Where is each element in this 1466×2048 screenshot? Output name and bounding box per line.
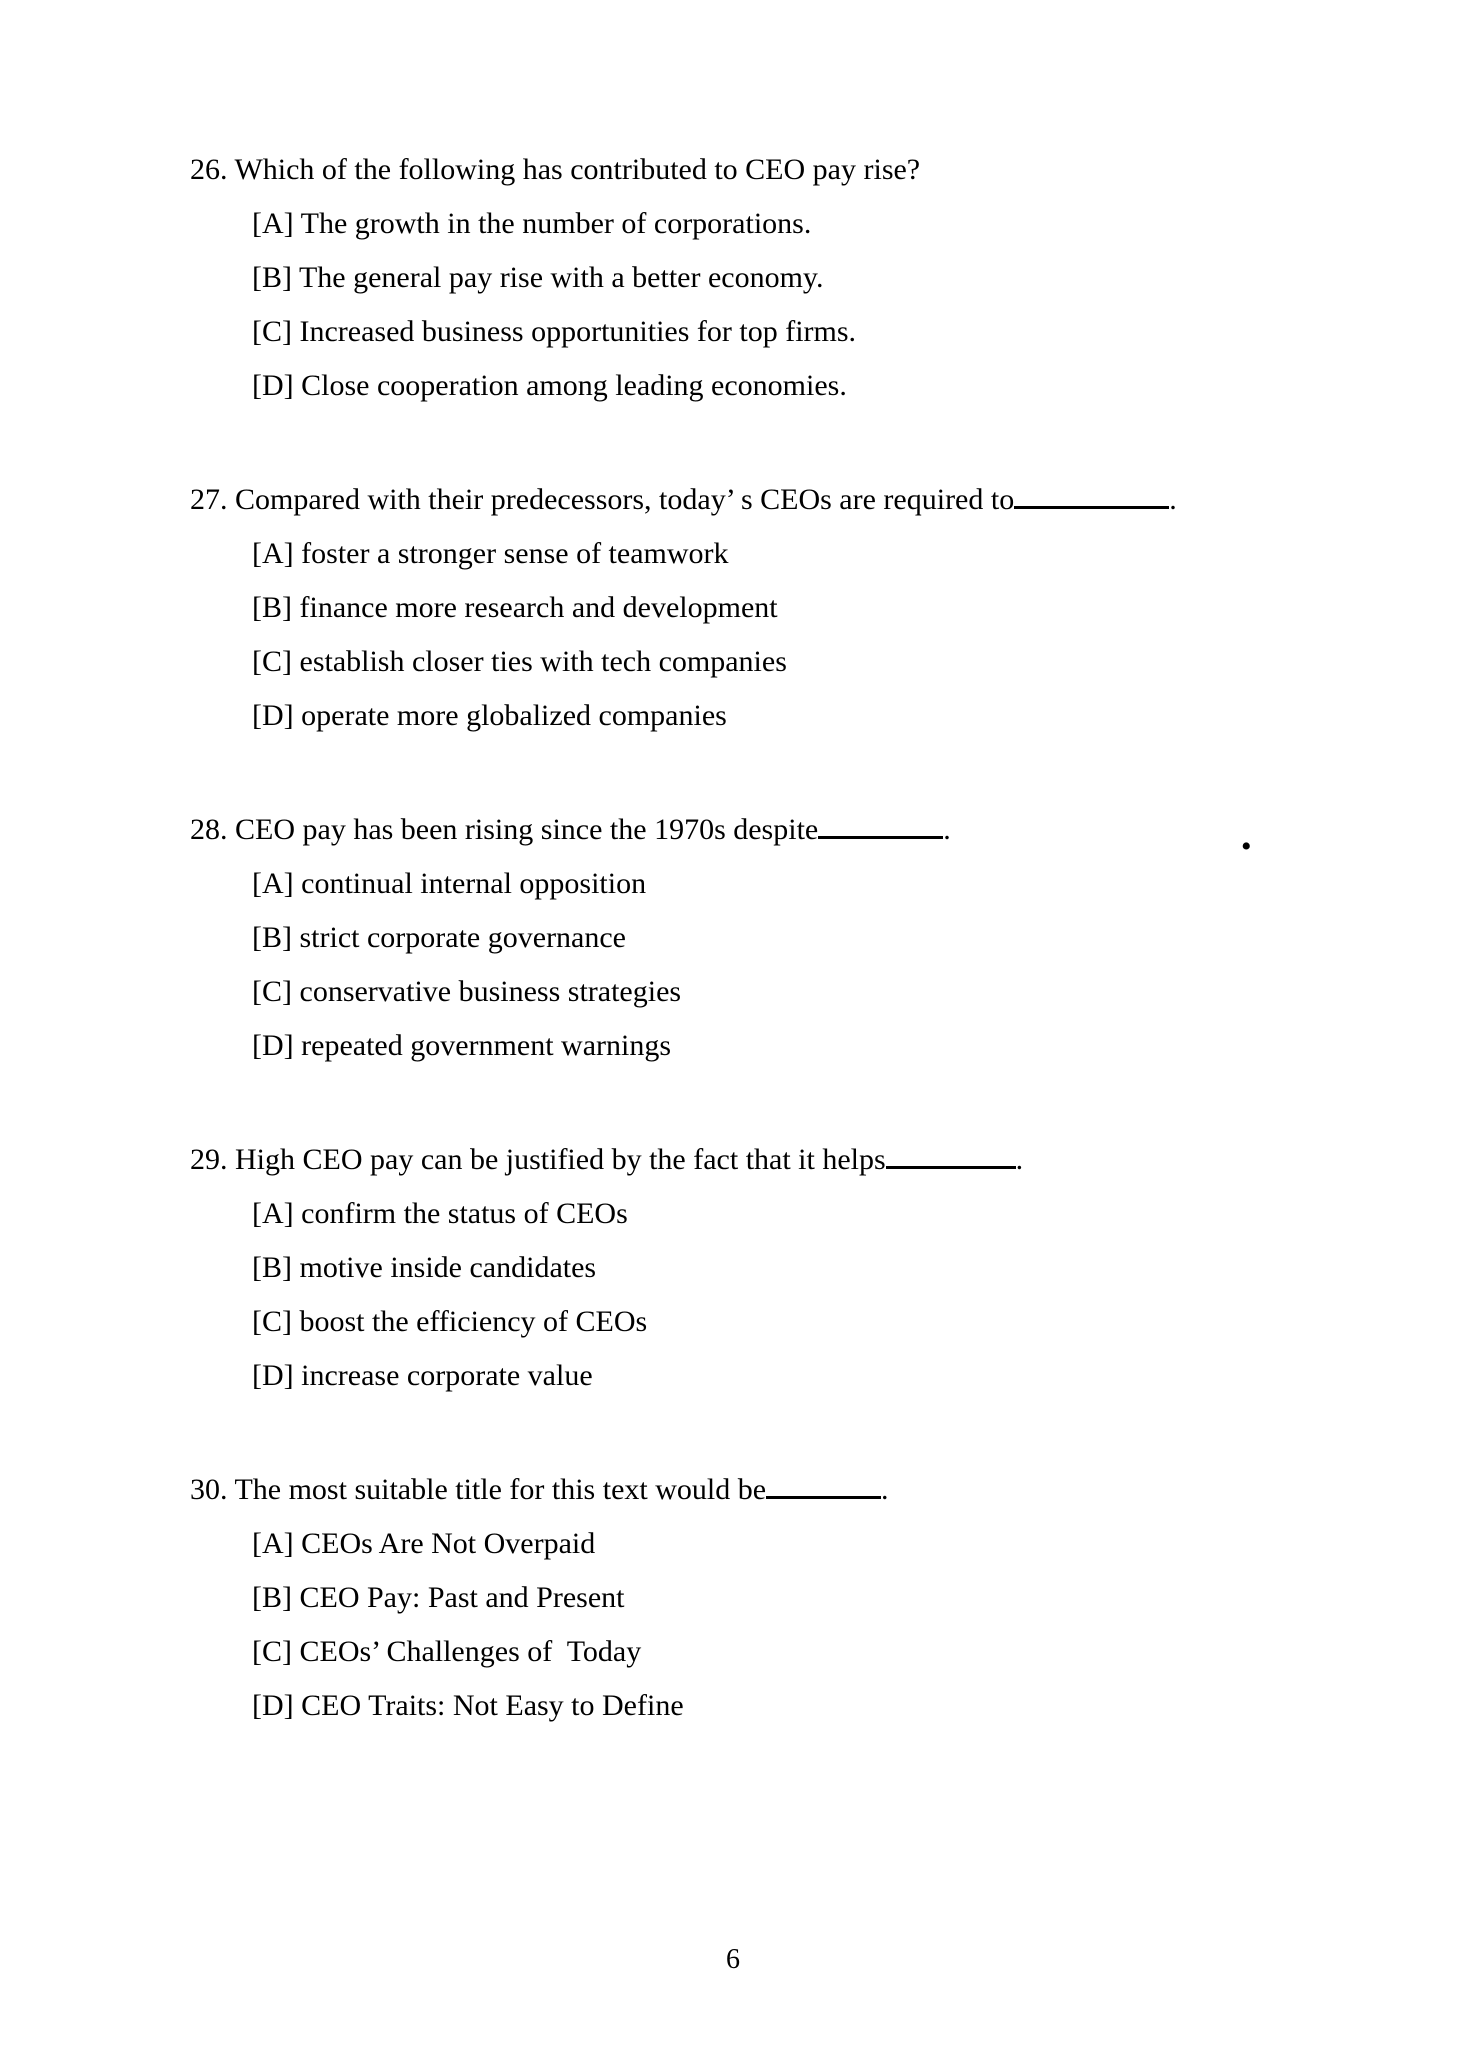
option-letter: [A] [252, 1197, 294, 1230]
answer-blank [886, 1162, 1016, 1169]
question-28 [190, 803, 1416, 1073]
option-text: strict corporate governance [299, 921, 626, 954]
question-27-tail: . [1169, 483, 1177, 516]
option-letter: [B] [252, 261, 292, 294]
option-letter: [B] [252, 921, 292, 954]
option-row [252, 1625, 1416, 1679]
page-number: 6 [726, 1944, 740, 1975]
option-row [252, 197, 1416, 251]
option-letter: [D] [252, 1689, 294, 1722]
question-27-options [190, 527, 1416, 743]
option-row [252, 581, 1416, 635]
stray-dot-artifact: • [1241, 830, 1252, 863]
option-letter: [C] [252, 645, 292, 678]
option-letter: [B] [252, 591, 292, 624]
option-text: CEO Traits: Not Easy to Define [301, 1689, 684, 1722]
option-text: CEOs Are Not Overpaid [301, 1527, 596, 1560]
option-row [252, 635, 1416, 689]
question-27-stem [190, 473, 1416, 527]
option-row [252, 305, 1416, 359]
option-row [252, 1019, 1416, 1073]
question-28-stem-text: 28. CEO pay has been rising since the 1970s despite [190, 813, 819, 846]
option-letter: [A] [252, 207, 294, 240]
option-text: foster a stronger sense of teamwork [301, 537, 729, 570]
option-letter: [B] [252, 1251, 292, 1284]
question-30-stem [190, 1463, 1416, 1517]
option-text: finance more research and development [299, 591, 778, 624]
answer-blank [818, 832, 943, 839]
question-30-stem-text: 30. The most suitable title for this text would be [190, 1473, 767, 1506]
option-letter: [C] [252, 975, 292, 1008]
option-letter: [A] [252, 537, 294, 570]
question-30 [190, 1463, 1416, 1733]
option-row [252, 1241, 1416, 1295]
option-text: confirm the status of CEOs [301, 1197, 628, 1230]
option-row [252, 965, 1416, 1019]
question-29-stem-text: 29. High CEO pay can be justified by the fact that it helps [190, 1143, 886, 1176]
option-text: continual internal opposition [301, 867, 647, 900]
option-row [252, 1187, 1416, 1241]
option-letter: [A] [252, 867, 294, 900]
option-text: operate more globalized companies [301, 699, 727, 732]
question-29-options [190, 1187, 1416, 1403]
question-30-options [190, 1517, 1416, 1733]
question-26-stem-text: 26. Which of the following has contributed to CEO pay rise? [190, 153, 921, 186]
option-row [252, 1295, 1416, 1349]
option-letter: [C] [252, 1635, 292, 1668]
answer-blank [766, 1492, 881, 1499]
question-28-tail: . [943, 813, 951, 846]
questions-section [190, 143, 1416, 1793]
option-letter: [D] [252, 699, 294, 732]
option-row [252, 1679, 1416, 1733]
option-letter: [D] [252, 1359, 294, 1392]
option-text: The general pay rise with a better economy. [298, 261, 824, 294]
question-29 [190, 1133, 1416, 1403]
option-text: boost the efficiency of CEOs [299, 1305, 648, 1338]
option-letter: [A] [252, 1527, 294, 1560]
question-26-options [190, 197, 1416, 413]
option-text: CEO Pay: Past and Present [299, 1581, 625, 1614]
option-row [252, 251, 1416, 305]
question-29-stem [190, 1133, 1416, 1187]
option-text: repeated government warnings [301, 1029, 672, 1062]
option-row [252, 527, 1416, 581]
question-26-stem [190, 143, 1416, 197]
question-27 [190, 473, 1416, 743]
question-28-stem [190, 803, 1416, 857]
option-row [252, 689, 1416, 743]
option-letter: [B] [252, 1581, 292, 1614]
option-letter: [C] [252, 315, 292, 348]
option-text: conservative business strategies [299, 975, 682, 1008]
option-letter: [C] [252, 1305, 292, 1338]
option-row [252, 1349, 1416, 1403]
option-text: establish closer ties with tech companies [299, 645, 787, 678]
question-28-options [190, 857, 1416, 1073]
question-26 [190, 143, 1416, 413]
answer-blank [1014, 502, 1169, 509]
option-text: CEOs’ Challenges of Today [299, 1635, 642, 1668]
option-text: Increased business opportunities for top firms. [299, 315, 857, 348]
option-letter: [D] [252, 1029, 294, 1062]
option-row [252, 1517, 1416, 1571]
option-row [252, 1571, 1416, 1625]
question-27-stem-text: 27. Compared with their predecessors, today’ s CEOs are required to [190, 483, 1015, 516]
option-text: increase corporate value [301, 1359, 593, 1392]
option-row [252, 911, 1416, 965]
option-letter: [D] [252, 369, 294, 402]
question-30-tail: . [881, 1473, 889, 1506]
question-29-tail: . [1015, 1143, 1024, 1176]
option-text: Close cooperation among leading economies. [301, 369, 847, 402]
option-row [252, 359, 1416, 413]
option-text: The growth in the number of corporations. [300, 207, 812, 240]
option-text: motive inside candidates [299, 1251, 597, 1284]
